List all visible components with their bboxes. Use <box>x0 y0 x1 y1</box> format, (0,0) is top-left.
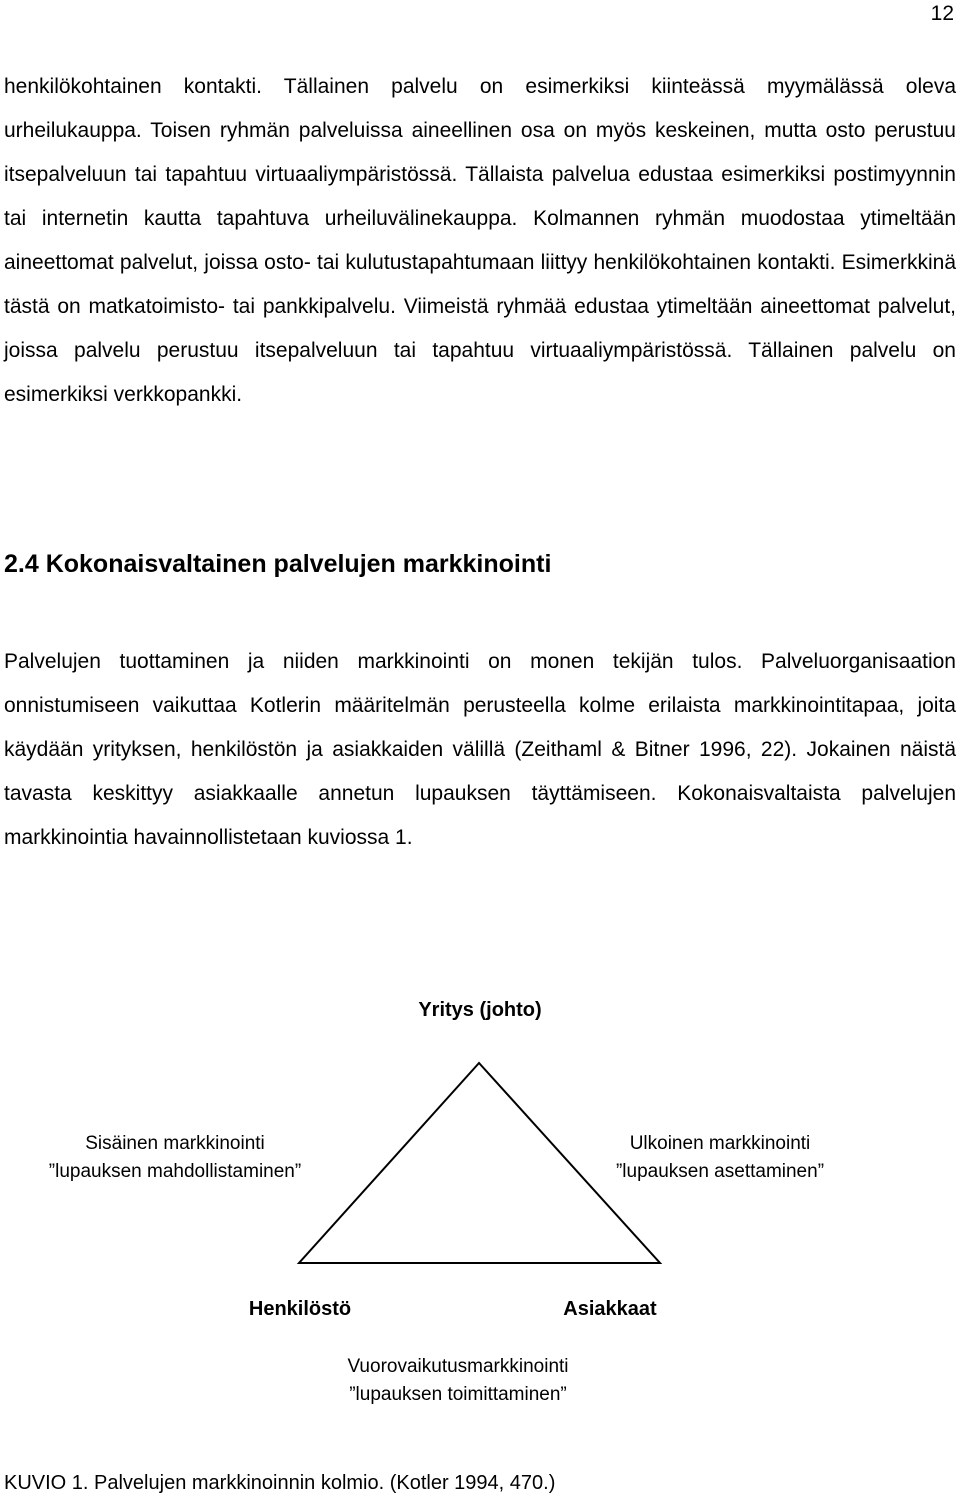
top-node-company: Yritys (johto) <box>418 999 542 1021</box>
left-node-subtitle: ”lupauksen mahdollistaminen” <box>48 1161 302 1182</box>
left-node-internal-marketing <box>0 1130 350 1186</box>
page-number: 12 <box>930 2 954 25</box>
figure-caption: KUVIO 1. Palvelujen markkinoinnin kolmio. (Kotler 1994, 470.) <box>4 1472 556 1494</box>
marketing-triangle-diagram <box>0 990 960 1430</box>
bottom-right-node-customers: Asiakkaat <box>563 1298 657 1320</box>
right-node-external-marketing <box>570 1130 870 1186</box>
bottom-node-subtitle: ”lupauksen toimittaminen” <box>349 1384 567 1405</box>
body-paragraph-2: Palvelujen tuottaminen ja niiden markkinointi on monen tekijän tulos. Palveluorganisaation onnistumiseen vaikuttaa Kotlerin määritelmän perusteella kolme erilaista markkinointitapaa, joita käydään yrityksen, henkilöstön ja asiakkaiden välillä (Zeithaml & Bitner 1996, 22). Jokainen näistä tavasta keskittyy asiakkaalle annetun lupauksen täyttämiseen. Kokonaisvaltaista palvelujen markkinointia havainnollistetaan kuviossa 1. <box>4 650 956 849</box>
right-node-title: Ulkoinen markkinointi <box>629 1133 811 1154</box>
bottom-node-title: Vuorovaikutusmarkkinointi <box>347 1356 569 1377</box>
body-paragraph-1: henkilökohtainen kontakti. Tällainen palvelu on esimerkiksi kiinteässä myymälässä oleva urheilukauppa. Toisen ryhmän palveluissa aineellinen osa on myös keskeinen, mutta osto perustuu itsepalveluun tai tapahtuu virtuaaliympäristössä. Tällaista palvelua edustaa esimerkiksi postimyynnin tai internetin kautta tapahtuva urheiluvälinekauppa. Kolmannen ryhmän muodostaa ytimeltään aineettomat palvelut, joissa osto- tai kulutustapahtumaan liittyy henkilökohtainen kontakti. Esimerkkinä tästä on matkatoimisto- tai pankkipalvelu. Viimeistä ryhmää edustaa ytimeltään aineettomat palvelut, joissa palvelu perustuu itsepalveluun tai tapahtuu virtuaaliympäristössä. Tällainen palvelu on esimerkiksi verkkopankki. <box>4 75 956 406</box>
section-heading: 2.4 Kokonaisvaltainen palvelujen markkinointi <box>4 550 552 578</box>
right-node-subtitle: ”lupauksen asettaminen” <box>615 1161 825 1182</box>
bottom-left-node-staff: Henkilöstö <box>248 1298 352 1320</box>
bottom-node-interactive-marketing <box>308 1353 608 1409</box>
left-node-title: Sisäinen markkinointi <box>85 1133 265 1154</box>
